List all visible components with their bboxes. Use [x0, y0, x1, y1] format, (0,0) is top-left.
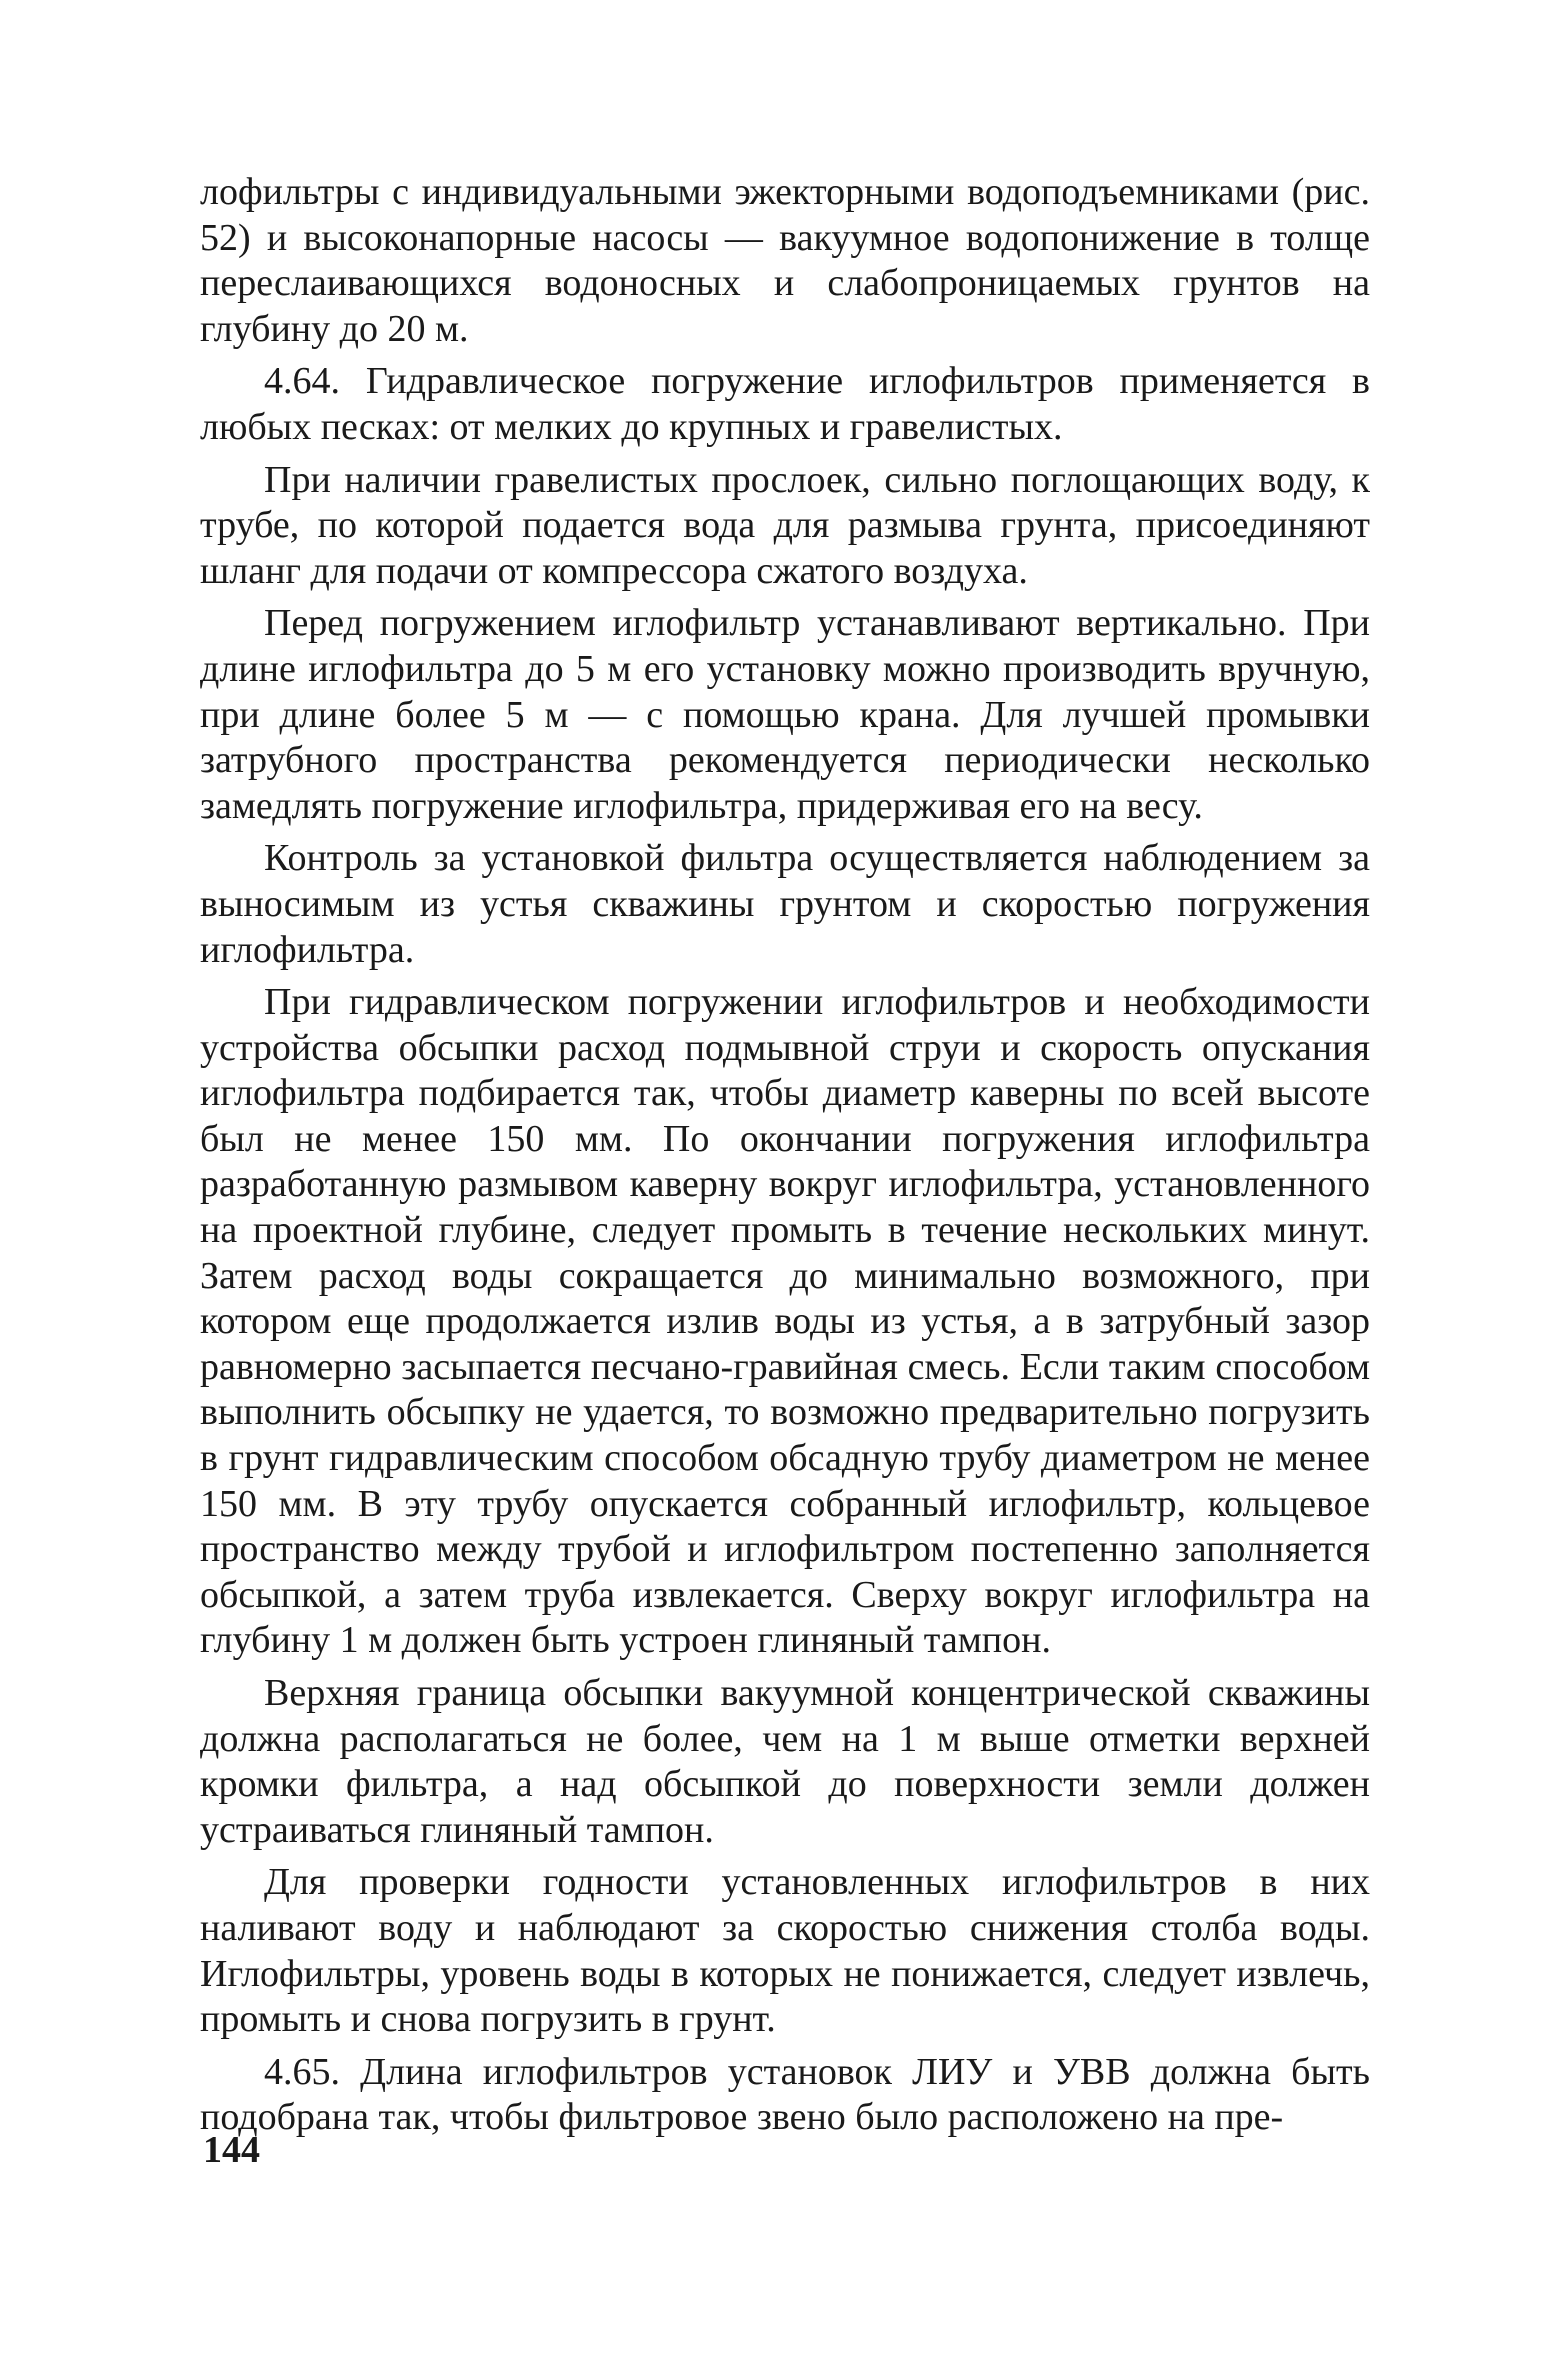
paragraph-gravel-layers: При наличии гравелистых прослоек, сильно поглощающих воду, к трубе, по которой подается вода для размыва грунта, присоединяют шланг для подачи от компрессора сжатого воздуха. — [200, 458, 1370, 592]
paragraph-hydraulic-sinking: При гидравлическом погружении иглофильтров и необходимости устройства обсыпки расход подмывной струи и скорость опускания иглофильтра подбирается так, чтобы диаметр каверны по всей высоте был не менее 150 мм. По окончании погружения иглофильтра разработанную размывом каверну вокруг иглофильтра, установленного на проектной глубине, следует промыть в течение нескольких минут. Затем расход воды сокращается до минимально возможного, при котором еще продолжается излив воды из устья, а в затрубный зазор равномерно засыпается песчано-гравийная смесь. Если таким способом выполнить обсыпку не удается, то возможно предварительно погрузить в грунт гидравлическим способом обсадную трубу диаметром не менее 150 мм. В эту трубу опускается собранный иглофильтр, кольцевое пространство между трубой и иглофильтром постепенно заполняется обсыпкой, а затем труба извлекается. Сверху вокруг иглофильтра на глубину 1 м должен быть устроен глиняный тампон. — [200, 981, 1370, 1662]
paragraph-upper-boundary: Верхняя граница обсыпки вакуумной концентрической скважины должна располагаться не более, чем на 1 м выше отметки верхней кромки фильтра, а над обсыпкой до поверхности земли должен устраиваться глиняный тампон. — [200, 1672, 1370, 1851]
paragraph-suitability-check: Для проверки годности установленных иглофильтров в них наливают воду и наблюдают за скоростью снижения столба воды. Иглофильтры, уровень воды в которых не понижается, следует извлечь, промыть и снова погрузить в грунт. — [200, 1861, 1370, 2041]
paragraph-4-64: 4.64. Гидравлическое погружение иглофильтров применяется в любых песках: от мелких до крупных и гравелистых. — [200, 360, 1370, 448]
paragraph-control: Контроль за установкой фильтра осуществляется наблюдением за выносимым из устья скважины грунтом и скоростью погружения иглофильтра. — [200, 837, 1370, 971]
paragraph-4-65: 4.65. Длина иглофильтров установок ЛИУ и УВВ должна быть подобрана так, чтобы фильтровое звено было расположено на пре- — [200, 2050, 1370, 2139]
paragraph-continuation: лофильтры с индивидуальными эжекторными водоподъемниками (рис. 52) и высоконапорные насосы — вакуумное водопонижение в толще переслаивающихся водоносных и слабопроницаемых грунтов на глубину до 20 м. — [200, 171, 1370, 350]
page-number: 144 — [203, 2129, 260, 2171]
paragraph-vertical-install: Перед погружением иглофильтр устанавливают вертикально. При длине иглофильтра до 5 м его установку можно производить вручную, при длине более 5 м — с помощью крана. Для лучшей промывки затрубного пространства рекомендуется периодически несколько замедлять погружение иглофильтра, придерживая его на весу. — [200, 602, 1370, 827]
page-body — [200, 170, 1370, 2148]
